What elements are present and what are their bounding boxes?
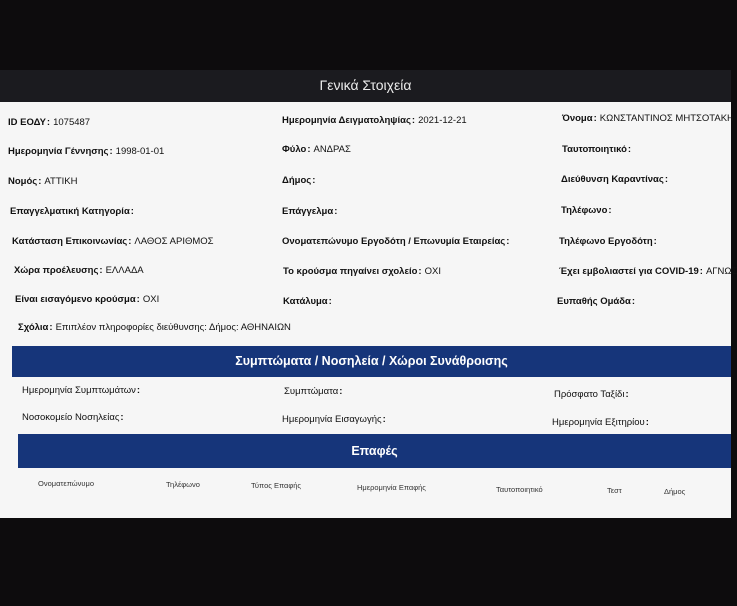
school-case-label: Το κρούσμα πηγαίνει σχολείο <box>283 266 418 277</box>
discharge-date-label: Ημερομηνία Εξιτηρίου <box>552 417 645 428</box>
professional-category-label: Επαγγελματική Κατηγορία <box>10 206 130 217</box>
window-title: Γενικά Στοιχεία <box>0 70 731 102</box>
vaccinated-label: Έχει εμβολιαστεί για COVID-19 <box>559 266 699 277</box>
field-symptoms: Συμπτώματα: <box>284 386 343 397</box>
accommodation-label: Κατάλυμα <box>283 296 328 307</box>
name-value: ΚΩΝΣΤΑΝΤΙΝΟΣ ΜΗΤΣΟΤΑΚΗ <box>599 113 734 124</box>
country-of-origin-label: Χώρα προέλευσης <box>14 265 99 276</box>
field-phone: Τηλέφωνο: <box>561 205 612 216</box>
contacts-col-fullname: Ονοματεπώνυμο <box>38 479 94 488</box>
field-profession: Επάγγελμα: <box>282 206 338 217</box>
phone-label: Τηλέφωνο <box>561 205 608 216</box>
hospital-label: Νοσοκομείο Νοσηλείας <box>22 412 120 423</box>
sex-label: Φύλο <box>282 144 307 155</box>
field-vaccinated: Έχει εμβολιαστεί για COVID-19: ΑΓΝΩΣ <box>559 266 737 277</box>
comments-value: Επιπλέον πληροφορίες διεύθυνσης: Δήμος: ΑΘΗΝΑΙΩΝ <box>55 322 291 333</box>
communication-status-label: Κατάσταση Επικοινωνίας <box>12 236 128 247</box>
field-accommodation: Κατάλυμα: <box>283 296 332 307</box>
contacts-col-test: Τεστ <box>607 486 622 495</box>
field-vulnerable-group: Ευπαθής Ομάδα: <box>557 296 636 307</box>
field-comments: Σχόλια: Επιπλέον πληροφορίες διεύθυνσης: Δήμος: ΑΘΗΝΑΙΩΝ <box>18 322 291 333</box>
id-eody-value: 1075487 <box>53 117 91 128</box>
profession-label: Επάγγελμα <box>282 206 334 217</box>
comments-label: Σχόλια <box>18 322 49 333</box>
field-professional-category: Επαγγελματική Κατηγορία: <box>10 206 134 217</box>
sampling-date-value: 2021-12-21 <box>418 115 467 126</box>
name-label: Όνομα <box>562 113 593 124</box>
field-name: Όνομα: ΚΩΝΣΤΑΝΤΙΝΟΣ ΜΗΤΣΟΤΑΚΗ <box>562 113 734 124</box>
field-employer-phone: Τηλέφωνο Εργοδότη: <box>559 236 657 247</box>
symptoms-section-header: Συμπτώματα / Νοσηλεία / Χώροι Συνάθροισης <box>12 346 731 377</box>
field-id-eody: ID ΕΟΔΥ: 1075487 <box>8 117 91 128</box>
recent-travel-label: Πρόσφατο Ταξίδι <box>554 389 625 400</box>
field-communication-status: Κατάσταση Επικοινωνίας: ΛΑΘΟΣ ΑΡΙΘΜΟΣ <box>12 236 214 247</box>
contacts-col-contact-type: Τύπος Επαφής <box>251 481 302 490</box>
contacts-col-municipality: Δήμος <box>664 487 686 496</box>
contacts-col-id-card: Ταυτοποιητικό <box>496 485 543 494</box>
field-hospital: Νοσοκομείο Νοσηλείας: <box>22 412 124 423</box>
sampling-date-label: Ημερομηνία Δειγματοληψίας <box>282 115 411 126</box>
field-sampling-date: Ημερομηνία Δειγματοληψίας: 2021-12-21 <box>282 115 467 126</box>
prefecture-label: Νομός <box>8 176 38 187</box>
id-card-label: Ταυτοποιητικό <box>562 144 627 155</box>
field-recent-travel: Πρόσφατο Ταξίδι: <box>554 389 629 400</box>
sex-value: ΑΝΔΡΑΣ <box>313 144 351 155</box>
imported-case-label: Είναι εισαγόμενο κρούσμα <box>15 294 136 305</box>
field-employer-name: Ονοματεπώνυμο Εργοδότη / Επωνυμία Εταιρείας: <box>282 236 510 247</box>
birth-date-value: 1998-01-01 <box>115 146 165 157</box>
field-discharge-date: Ημερομηνία Εξιτηρίου: <box>552 417 649 428</box>
field-municipality: Δήμος: <box>282 175 316 186</box>
school-case-value: ΟΧΙ <box>424 266 441 277</box>
country-of-origin-value: ΕΛΛΑΔΑ <box>105 265 144 276</box>
field-birth-date: Ημερομηνία Γέννησης: 1998-01-01 <box>8 146 165 157</box>
contacts-col-contact-date: Ημερομηνία Επαφής <box>357 483 426 492</box>
field-sex: Φύλο: ΑΝΔΡΑΣ <box>282 144 351 155</box>
municipality-label: Δήμος <box>282 175 312 186</box>
vulnerable-group-label: Ευπαθής Ομάδα <box>557 296 631 307</box>
app-screen <box>0 70 737 518</box>
vaccinated-value: ΑΓΝΩΣ <box>705 266 737 277</box>
prefecture-value: ΑΤΤΙΚΗ <box>44 176 78 187</box>
id-eody-label: ID ΕΟΔΥ <box>8 117 46 128</box>
field-country-of-origin: Χώρα προέλευσης: ΕΛΛΑΔΑ <box>14 265 144 276</box>
contacts-section-header: Επαφές <box>18 434 731 468</box>
employer-phone-label: Τηλέφωνο Εργοδότη <box>559 236 653 247</box>
birth-date-label: Ημερομηνία Γέννησης <box>8 146 109 157</box>
communication-status-value: ΛΑΘΟΣ ΑΡΙΘΜΟΣ <box>134 236 214 247</box>
imported-case-value: ΟΧΙ <box>142 294 160 305</box>
field-admission-date: Ημερομηνία Εισαγωγής: <box>282 414 386 425</box>
field-imported-case: Είναι εισαγόμενο κρούσμα: ΟΧΙ <box>15 294 160 305</box>
admission-date-label: Ημερομηνία Εισαγωγής <box>282 414 382 425</box>
field-quarantine-address: Διεύθυνση Καραντίνας: <box>561 174 668 185</box>
symptoms-label: Συμπτώματα <box>284 386 339 397</box>
field-id-card: Ταυτοποιητικό: <box>562 144 632 155</box>
contacts-col-phone: Τηλέφωνο <box>166 480 200 489</box>
field-symptoms-date: Ημερομηνία Συμπτωμάτων: <box>22 385 141 396</box>
employer-name-label: Ονοματεπώνυμο Εργοδότη / Επωνυμία Εταιρείας <box>282 236 506 247</box>
general-info-panel <box>0 102 737 518</box>
field-prefecture: Νομός: ΑΤΤΙΚΗ <box>8 176 78 187</box>
field-school-case: Το κρούσμα πηγαίνει σχολείο: ΟΧΙ <box>283 266 441 277</box>
symptoms-date-label: Ημερομηνία Συμπτωμάτων <box>22 385 136 396</box>
quarantine-address-label: Διεύθυνση Καραντίνας <box>561 174 664 185</box>
